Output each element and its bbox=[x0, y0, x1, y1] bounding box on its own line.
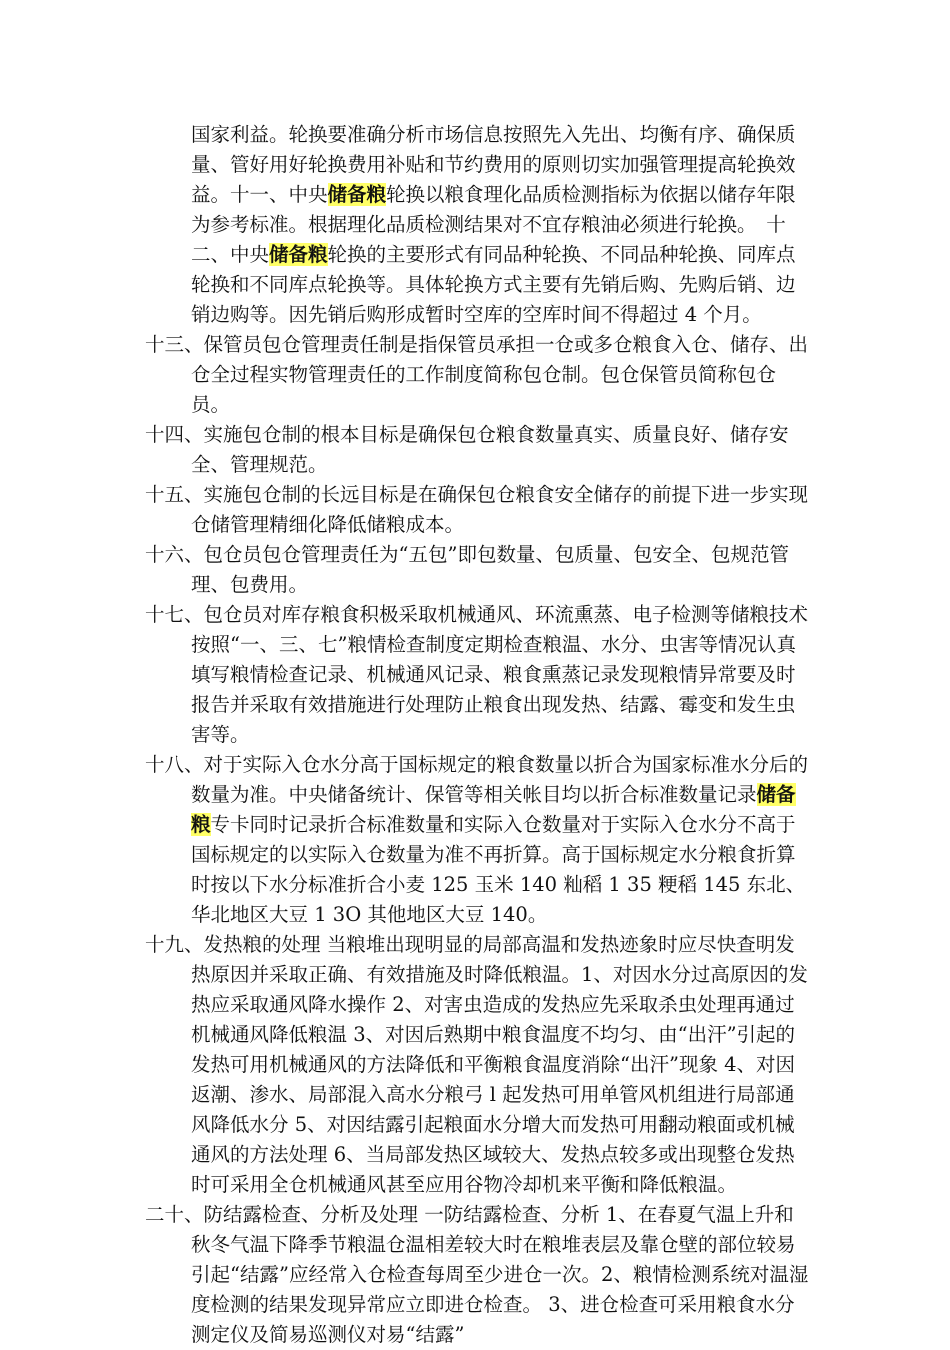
item-15: 十五、实施包仓制的长远目标是在确保包仓粮食安全储存的前提下进一步实现仓储管理精细化降低储粮成本。 bbox=[145, 483, 809, 536]
item-17: 十七、包仓员对库存粮食积极采取机械通风、环流熏蒸、电子检测等储粮技术按照“一、三、七”粮情检查制度定期检查粮温、水分、虫害等情况认真填写粮情检查记录、机械通风记录、粮食熏蒸记录发现粮情异常要及时报告并采取有效措施进行处理防止粮食出现发热、结露、霉变和发生虫害等。 bbox=[145, 603, 809, 746]
item-18 bbox=[145, 750, 810, 930]
paragraph-text: 轮换以粮食理化品质检测指标为依据以储存年限为参考标准。根据理化品质检测结果对不宜存粮油必须进行轮换。 十二、中央 bbox=[191, 183, 796, 266]
paragraph-text: 十八、对于实际入仓水分高于国标规定的粮食数量以折合为国家标准水分后的数量为准。中央储备统计、保管等相关帐目均以折合标准数量记录 bbox=[145, 753, 809, 806]
paragraph-text: 专卡同时记录折合标准数量和实际入仓数量对于实际入仓水分不高于国标规定的以实际入仓数量为准不再折算。高于国标规定水分粮食折算时按以下水分标准折合小麦 125 玉米 140 籼稻 1 35 粳稻 145 东北、华北地区大豆 1 3O 其他地区大豆 140。 bbox=[191, 813, 806, 926]
paragraph-text: 轮换的主要形式有同品种轮换、不同品种轮换、同库点轮换和不同库点轮换等。具体轮换方式主要有先销后购、先购后销、边销边购等。因先销后购形成暂时空库的空库时间不得超过 4 个月。 bbox=[191, 243, 796, 326]
item-16: 十六、包仓员包仓管理责任为“五包”即包数量、包质量、包安全、包规范管理、包费用。 bbox=[145, 543, 789, 596]
item-20: 二十、防结露检查、分析及处理 一防结露检查、分析 1、在春夏气温上升和秋冬气温下降季节粮温仓温相差较大时在粮堆表层及靠仓壁的部位较易引起“结露”应经常入仓检查每周至少进仓一次。2、粮情检测系统对温湿度检测的结果发现异常应立即进仓检查。 3、进仓检查可采用粮食水分测定仪及简易巡测仪对易“结露” bbox=[145, 1203, 809, 1346]
highlighted-term: 储备粮 bbox=[269, 243, 328, 266]
highlighted-term: 储备粮 bbox=[327, 183, 387, 206]
item-13: 十三、保管员包仓管理责任制是指保管员承担一仓或多仓粮食入仓、储存、出仓全过程实物管理责任的工作制度简称包仓制。包仓保管员简称包仓员。 bbox=[145, 333, 809, 416]
document-body bbox=[145, 120, 810, 1350]
paragraph-text: 国家利益。轮换要准确分析市场信息按照先入先出、均衡有序、确保质量、管好用好轮换费用补贴和节约费用的原则切实加强管理提高轮换效益。十一、中央 bbox=[191, 123, 796, 206]
item-19: 十九、发热粮的处理 当粮堆出现明显的局部高温和发热迹象时应尽快查明发热原因并采取正确、有效措施及时降低粮温。1、对因水分过高原因的发热应采取通风降水操作 2、对害虫造成的发热应先采取杀虫处理再通过机械通风降低粮温 3、对因后熟期中粮食温度不均匀、由“出汗”引起的发热可用机械通风的方法降低和平衡粮食温度消除“出汗”现象 4、对因返潮、渗水、局部混入高水分粮弓 l 起发热可用单管风机组进行局部通风降低水分 5、对因结露引起粮面水分增大而发热可用翻动粮面或机械通风的方法处理 6、当局部发热区域较大、发热点较多或出现整仓发热时可采用全仓机械通风甚至应用谷物冷却机来平衡和降低粮温。 bbox=[145, 933, 808, 1196]
highlighted-term: 储备粮 bbox=[191, 783, 796, 836]
item-14: 十四、实施包仓制的根本目标是确保包仓粮食数量真实、质量良好、储存安全、管理规范。 bbox=[145, 423, 789, 476]
continuation-paragraph bbox=[145, 120, 810, 330]
